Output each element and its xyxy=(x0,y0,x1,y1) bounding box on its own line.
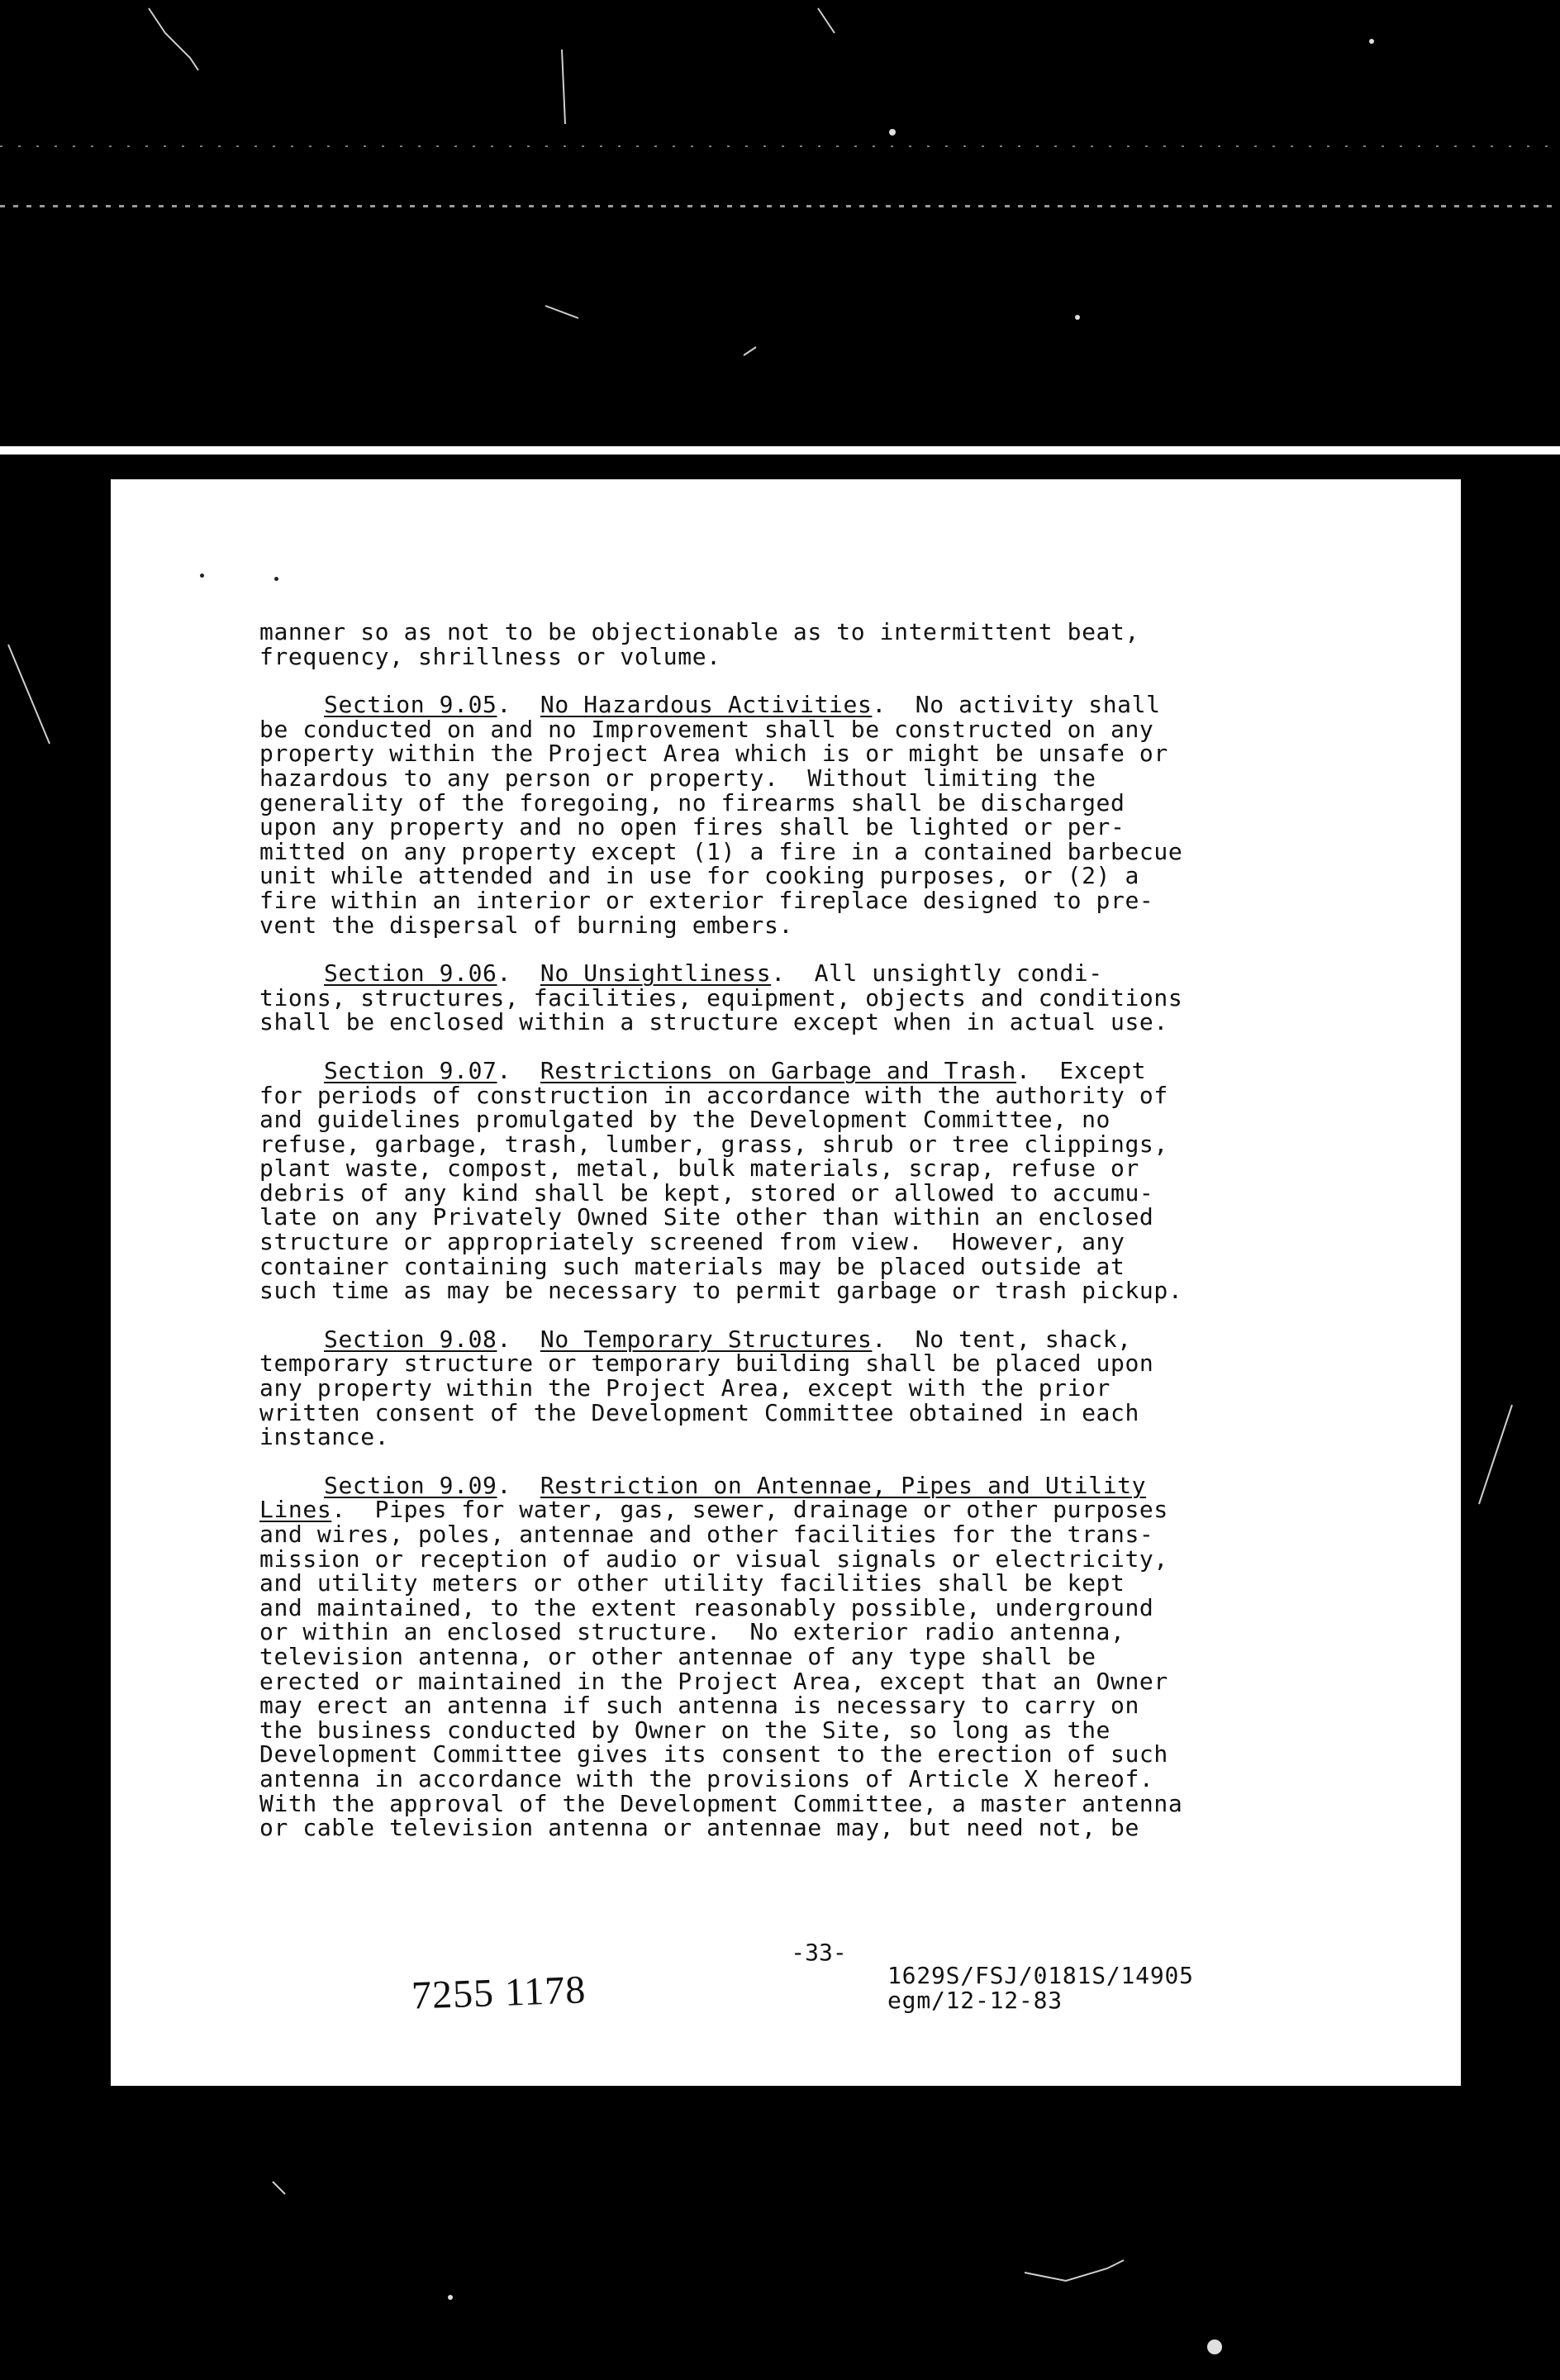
section-title: Restrictions on Garbage and Trash xyxy=(540,1056,1016,1084)
document-code-line: egm/12-12-83 xyxy=(887,1987,1063,2014)
paragraph-text: manner so as not to be objectionable as to intermittent beat, frequency, shrillness or volume. xyxy=(259,618,1139,670)
paragraph-text: No tent, shack, temporary structure or temporary building shall be placed upon any property within the Project Area, except with the prior written consent of the Development Committee obtained in each instance. xyxy=(259,1325,1154,1451)
section-heading: Section 9.09 xyxy=(324,1471,497,1499)
paragraph-text: All unsightly condi- tions, structures, facilities, equipment, objects and conditions shall be enclosed within a structure except when in actual use. xyxy=(259,959,1183,1036)
scan-noise-band xyxy=(0,205,1560,207)
page-number: -33- xyxy=(791,1939,847,1966)
document-code-line: 1629S/FSJ/0181S/14905 xyxy=(887,1962,1194,1989)
continuation-paragraph xyxy=(259,620,1309,669)
scan-edge-line xyxy=(0,446,1560,455)
recording-stamp: 7255 1178 xyxy=(411,1968,587,2018)
section-9-09-paragraph: Section 9.09. Restriction on Antennae, Pipes and Utility Lines. Pipes for water, gas, sewer, drainage or other purposes and wires, poles, antennae and other facilities for the trans- mission or reception of audio or visual signals or electricity, and utility meters or other utility facilities shall be kept and maintained, to the extent reasonably possible, underground or within an enclosed structure. No exterior radio antenna, television antenna, or other antennae of any type shall be erected or maintained in the Project Area, except that an Owner may erect an antenna if such antenna is necessary to carry on the business conducted by Owner on the Site, so long as the Development Committee gives its consent to the erection of such antenna in accordance with the provisions of Article X hereof. With the approval of the Development Committee, a master antenna or cable television antenna or antennae may, but need not, be xyxy=(259,1471,1183,1842)
paragraph-text: Except for periods of construction in accordance with the authority of and guidelines promulgated by the Development Committee, no refuse, garbage, trash, lumber, grass, shrub or tree clippings, plant waste, compost, metal, bulk materials, scrap, refuse or debris of any kind shall be kept, stored or allowed to accumu- late on any Privately Owned Site other than within an enclosed structure or appropriately screened from view. However, any container containing such materials may be placed outside at such time as may be necessary to permit garbage or trash pickup. xyxy=(259,1056,1183,1305)
section-9-06-paragraph: Section 9.06. No Unsightliness. All unsightly condi- tions, structures, facilities, equipment, objects and conditions shall be enclosed within a structure except when in actual use. xyxy=(259,959,1183,1036)
section-9-08-paragraph: Section 9.08. No Temporary Structures. No tent, shack, temporary structure or temporary building shall be placed upon any property within the Project Area, except with the prior written consent of the Development Committee obtained in each instance. xyxy=(259,1325,1154,1451)
section-9-07-paragraph: Section 9.07. Restrictions on Garbage and Trash. Except for periods of construction in accordance with the authority of and guidelines promulgated by the Development Committee, no refuse, garbage, trash, lumber, grass, shrub or tree clippings, plant waste, compost, metal, bulk materials, scrap, refuse or debris of any kind shall be kept, stored or allowed to accumu- late on any Privately Owned Site other than within an enclosed structure or appropriately screened from view. However, any container containing such materials may be placed outside at such time as may be necessary to permit garbage or trash pickup. xyxy=(259,1056,1183,1305)
document-page xyxy=(111,479,1461,2086)
section-heading: Section 9.06 xyxy=(324,959,497,988)
paragraph-text: No activity shall be conducted on and no Improvement shall be constructed on any property within the Project Area which is or might be unsafe or hazardous to any person or property. Without limiting the generality of the foregoing, no firearms shall be discharged upon any property and no open fires shall be lighted or per- mitted on any property except (1) a fire in a contained barbecue unit while attended and in use for cooking purposes, or (2) a fire within an interior or exterior fireplace designed to pre- vent the dispersal of burning embers. xyxy=(259,691,1183,939)
section-9-05-paragraph: Section 9.05. No Hazardous Activities. No activity shall be conducted on and no Improvement shall be constructed on any property within the Project Area which is or might be unsafe or hazardous to any person or property. Without limiting the generality of the foregoing, no firearms shall be discharged upon any property and no open fires shall be lighted or per- mitted on any property except (1) a fire in a contained barbecue unit while attended and in use for cooking purposes, or (2) a fire within an interior or exterior fireplace designed to pre- vent the dispersal of burning embers. xyxy=(259,691,1183,939)
document-body xyxy=(259,620,1309,1864)
section-heading: Section 9.07 xyxy=(324,1056,497,1084)
scan-speck xyxy=(274,577,278,581)
section-heading: Section 9.08 xyxy=(324,1325,497,1353)
scan-noise-band xyxy=(0,145,1560,147)
scan-speck xyxy=(200,574,204,578)
section-title: No Unsightliness xyxy=(540,959,772,988)
section-title: No Hazardous Activities xyxy=(540,691,873,719)
section-title: Restriction on Antennae, Pipes and Utility Lines xyxy=(259,1471,1147,1524)
document-code xyxy=(887,1963,1194,2013)
section-heading: Section 9.05 xyxy=(324,691,497,719)
paragraph-text: Pipes for water, gas, sewer, drainage or other purposes and wires, poles, antennae and other facilities for the trans- mission or reception of audio or visual signals or electricity, and utility meters or other utility facilities shall be kept and maintained, to the extent reasonably possible, underground or within an enclosed structure. No exterior radio antenna, television antenna, or other antennae of any type shall be erected or maintained in the Project Area, except that an Owner may erect an antenna if such antenna is necessary to carry on the business conducted by Owner on the Site, so long as the Development Committee gives its consent to the erection of such antenna in accordance with the provisions of Article X hereof. With the approval of the Development Committee, a master antenna or cable television antenna or antennae may, but need not, be xyxy=(259,1496,1183,1842)
section-title: No Temporary Structures xyxy=(540,1325,873,1353)
